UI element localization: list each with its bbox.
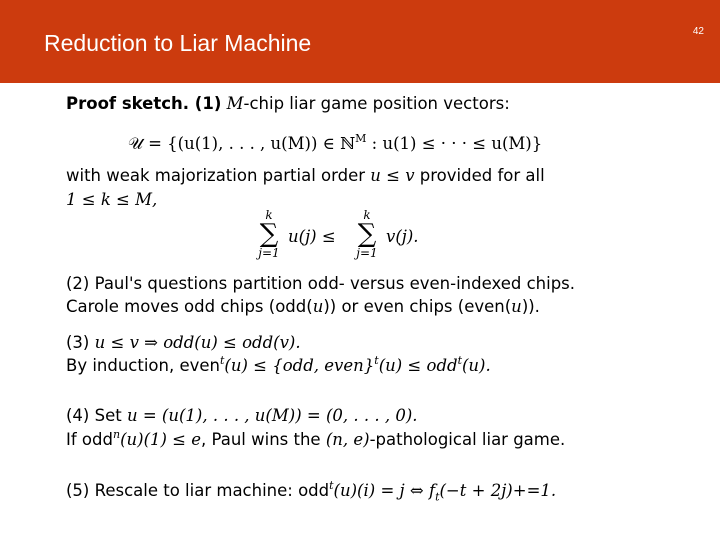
sigma-symbol: ∑	[259, 219, 279, 249]
step-2-line-1: (2) Paul's questions partition odd- versus even-indexed chips.	[66, 274, 576, 293]
majorization-line-1: with weak majorization partial order u ≤ v provided for all	[66, 166, 545, 185]
position-set-equation: 𝒰 = {(u(1), . . . , u(M)) ∈ ℕ$^M$ : u(1) ≤ · · · ≤ u(M)}	[128, 132, 543, 153]
position-vectors-text: -chip liar game position vectors:	[243, 94, 510, 113]
left-sum: k ∑ j=1	[258, 208, 280, 260]
majorization-line-2: 1 ≤ k ≤ M,	[66, 190, 158, 209]
proof-sketch-label: Proof sketch. (1)	[66, 94, 222, 113]
sigma-symbol: ∑	[357, 219, 377, 249]
step-3-line-2: By induction, even$^t$(u) ≤ {odd, even}$^t$(u) ≤ odd$^t$(u).	[66, 354, 491, 375]
left-sum-term: u(j) ≤	[288, 227, 336, 246]
right-sum: k ∑ j=1	[356, 208, 378, 260]
right-sum-term: v(j).	[386, 227, 419, 246]
slide-title: Reduction to Liar Machine	[44, 30, 312, 56]
chip-count-symbol: M	[226, 94, 244, 113]
step-4-line-2: If odd$^n$(u)(1) ≤ e, Paul wins the (n, e)-pathological liar game.	[66, 428, 566, 449]
step-3-line-1: (3) u ≤ v ⇒ odd(u) ≤ odd(v).	[66, 333, 301, 352]
proof-sketch-line	[66, 96, 510, 113]
step-5-line: (5) Rescale to liar machine: odd$^t$(u)(i) = j ⇔ $f_t(-t + 2j)+=1$.	[66, 479, 557, 504]
step-4-line-1: (4) Set u = (u(1), . . . , u(M)) = (0, . . . , 0).	[66, 406, 418, 425]
page-number: 42	[692, 26, 704, 37]
step-2-line-2: Carole moves odd chips (odd(u)) or even chips (even(u)).	[66, 297, 540, 316]
